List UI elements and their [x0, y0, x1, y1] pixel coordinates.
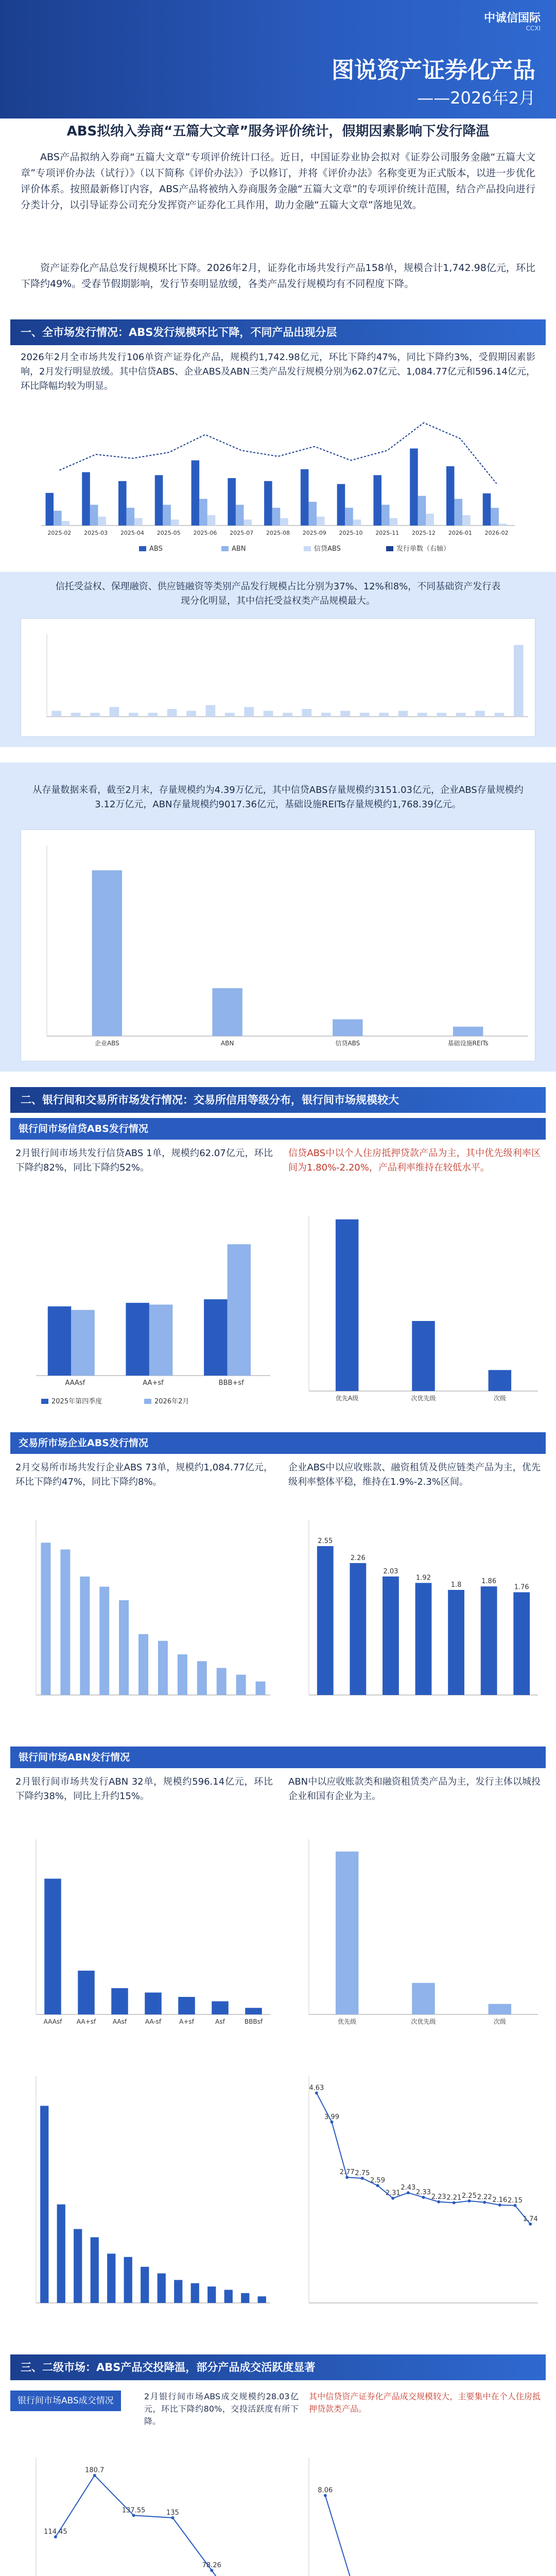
bar [141, 2267, 149, 2303]
outstanding-card [21, 829, 535, 1061]
tick-label: BBBsf [244, 2018, 263, 2025]
bar [264, 711, 273, 717]
bar [415, 1583, 432, 1695]
data-label: 2.03 [383, 1567, 398, 1575]
chart-interbank-trade-type [283, 2442, 546, 2576]
bar [228, 478, 236, 526]
bar [119, 1600, 129, 1695]
bar [481, 1586, 497, 1695]
bar [244, 520, 252, 526]
bar [412, 1321, 435, 1391]
chart-interbank-trade [10, 2442, 278, 2576]
bar [224, 2290, 233, 2303]
data-label: 135 [166, 2509, 179, 2517]
abn-text-2: ABN中以应收账款类和融资租赁类产品为主，发行主体以城投企业和国有企业为主。 [288, 1776, 541, 1802]
bar [217, 1668, 227, 1695]
data-label: 2.43 [401, 2184, 416, 2192]
bar [155, 475, 163, 526]
legend-swatch [139, 546, 146, 551]
tick-label: 次级 [493, 1395, 506, 1402]
credit-abs-text-2: 信贷ABS中以个人住房抵押贷款产品为主，其中优先级利率区间为1.80%-2.20%，产品利率维持在较低水平。 [288, 1148, 541, 1173]
bar [337, 484, 345, 526]
bar [446, 466, 455, 526]
section-3-sub-1: 银行间市场ABS成交情况 [10, 2391, 121, 2411]
bar [82, 472, 90, 526]
series-line [317, 2093, 530, 2224]
bar [418, 713, 427, 717]
tick-label: 2025-08 [266, 530, 290, 536]
bar [199, 499, 207, 526]
tick-label: AA+sf [143, 1379, 164, 1387]
data-label: 2.16 [492, 2196, 508, 2204]
bar [336, 1219, 358, 1391]
data-label: 1.86 [481, 1578, 497, 1586]
bar [197, 1661, 207, 1695]
data-label: 2.77 [339, 2168, 355, 2177]
tick-label: 优先级 [338, 2018, 357, 2025]
tick-label: 2026-02 [484, 530, 509, 536]
series-line [325, 2496, 522, 2576]
bar [373, 475, 381, 526]
brand-logo-sub: CCXI [526, 25, 541, 32]
bar [167, 709, 177, 717]
bar [225, 713, 235, 717]
bar [149, 1304, 173, 1376]
data-label: 2.25 [462, 2192, 477, 2200]
report-date: ——2026年2月 [417, 88, 535, 108]
section-2-bar: 二、银行间和交易所市场发行情况：交易所信用等级分布，银行间市场规模较大 [10, 1087, 546, 1113]
bar [381, 505, 390, 526]
legend-entry: 发行单数（右轴） [396, 545, 450, 553]
brand-logo: 中诚信国际 [483, 12, 541, 25]
tick-label: 2025-02 [47, 530, 72, 536]
tick-label: 次优先级 [411, 1395, 436, 1402]
tick-label: 2025-07 [230, 530, 254, 536]
tick-label: BBB+sf [218, 1379, 244, 1387]
data-label: 2.23 [431, 2193, 446, 2201]
bar [80, 1577, 90, 1695]
data-label: 2.55 [318, 1537, 333, 1545]
bar [390, 518, 398, 526]
bar [244, 707, 254, 717]
tick-label: 优先A级 [336, 1395, 359, 1402]
bar [48, 1307, 72, 1376]
bar [158, 1641, 168, 1695]
bar [40, 2106, 48, 2303]
data-label: 2.33 [416, 2188, 431, 2196]
legend-swatch [41, 1399, 48, 1404]
data-label: 114.45 [44, 2528, 67, 2536]
legend-entry: 信贷ABS [314, 545, 341, 553]
bar [91, 2237, 99, 2303]
chart-abn-rate [283, 2061, 546, 2329]
outstanding-note: 从存量数据来看，截至2月末，存量规模约为4.39万亿元，其中信贷ABS存量规模约3151.03亿元，企业ABS存量规模约3.12万亿元，ABN存量规模约9017.36亿元，基础设施REITs存量规模约1,768.39亿元。 [32, 785, 524, 810]
chart-outstanding [21, 830, 536, 1062]
enterprise-abs-text-2: 企业ABS中以应收账款、融资租赁及供应链类产品为主，优先级利率整体平稳，维持在1.9%-2.3%区间。 [288, 1462, 541, 1487]
chart-credit-abs-rate [10, 1200, 278, 1417]
legend-entry: 2026年2月 [154, 1398, 189, 1405]
credit-abs-text: 2月银行间市场共发行信贷ABS 1单，规模约62.07亿元，环比下降约82%，同比下降约52%。 [15, 1148, 273, 1173]
legend-swatch [304, 546, 311, 551]
tick-label: AAAsf [43, 2018, 62, 2025]
bar [410, 449, 418, 526]
bar [134, 518, 143, 526]
bar [491, 508, 499, 526]
bar [350, 1563, 366, 1695]
bar [418, 496, 426, 526]
headline: ABS拟纳入券商“五篇大文章”服务评价统计，假期因素影响下发行降温 [66, 124, 490, 139]
bar [129, 713, 138, 717]
tick-label: 2025-10 [339, 530, 363, 536]
bar [426, 514, 434, 526]
bar [437, 713, 446, 717]
chart-abn-type [10, 2061, 278, 2329]
tick-label: A+sf [179, 2018, 194, 2025]
bar [57, 2205, 65, 2303]
bar [207, 2286, 216, 2303]
bar [455, 499, 463, 526]
section-1-lead: 2026年2月全市场共发行106单资产证券化产品，规模约1,742.98亿元，环比下降约47%，同比下降约3%，受假期因素影响，2月发行明显放缓。其中信贷ABS、企业ABS及ABN三类产品发行规模分别为62.07亿元、1,084.77亿元和596.14亿元，环比降幅均较为明显。 [21, 352, 535, 392]
legend-swatch [386, 546, 393, 551]
bar [51, 711, 61, 717]
bar [256, 1682, 266, 1695]
bar [126, 1303, 149, 1376]
tick-label: 2025-05 [157, 530, 181, 536]
bar [71, 713, 81, 717]
bar [283, 713, 292, 717]
bar [178, 1654, 187, 1695]
bar [110, 707, 119, 717]
bar [158, 2274, 166, 2303]
bar [412, 1983, 435, 2014]
series-line [59, 423, 496, 484]
bar [317, 517, 325, 526]
report-header [0, 0, 556, 118]
bar [127, 508, 135, 526]
bar [236, 505, 244, 526]
chart-monthly-issuance [10, 397, 546, 562]
bar [336, 1852, 358, 2014]
chart-credit-abs-spread [283, 1200, 546, 1417]
bar [207, 515, 216, 526]
bar [333, 1020, 362, 1036]
data-label: 2.26 [350, 1554, 366, 1562]
bar [462, 515, 471, 526]
bar [98, 517, 106, 526]
data-label: 2.59 [370, 2177, 385, 2185]
bar [174, 2280, 182, 2303]
bar [483, 494, 491, 526]
bar [258, 2296, 266, 2303]
tick-label: 2025-03 [84, 530, 108, 536]
series-line [56, 2476, 251, 2576]
bar [453, 1027, 483, 1036]
bar [340, 711, 350, 717]
bar [45, 493, 54, 526]
tick-label: 2025-09 [302, 530, 326, 536]
bar [192, 461, 200, 526]
chart-enterprise-abs-rate [283, 1504, 546, 1721]
data-label: 1.92 [416, 1574, 431, 1582]
tick-label: 2026-01 [448, 530, 472, 536]
data-label: 8.06 [318, 2486, 333, 2495]
bar [301, 469, 309, 526]
bar [78, 1971, 95, 2014]
chart-enterprise-abs-type [10, 1504, 278, 1721]
bar [499, 523, 507, 526]
data-label: 4.63 [309, 2084, 324, 2092]
data-label: 180.7 [85, 2466, 105, 2475]
section-1-bar: 一、全市场发行情况：ABS发行规模环比下降，不同产品出现分层 [10, 319, 546, 345]
abn-text: 2月银行间市场共发行ABN 32单，规模约596.14亿元，环比下降约38%，同比上升约15%。 [15, 1776, 273, 1802]
intro-paragraph-2: 资产证券化产品总发行规模环比下降。2026年2月，证券化市场共发行产品158单，规模合计1,742.98亿元，环比下降约49%。受春节假期影响，发行节奏明显放缓，各类产品发行规模均有不同程度下降。 [21, 262, 535, 290]
bar [228, 1244, 251, 1376]
bar [448, 1590, 464, 1695]
tick-label: 企业ABS [94, 1040, 119, 1047]
data-label: 2.31 [385, 2189, 401, 2197]
bar [54, 511, 62, 526]
data-label: 1.8 [450, 1581, 462, 1589]
bar [41, 1543, 50, 1695]
tick-label: Asf [215, 2018, 225, 2025]
bar [212, 2002, 229, 2015]
data-label: 2.75 [355, 2170, 370, 2177]
data-label: 2.15 [508, 2196, 523, 2205]
data-label: 2.21 [446, 2194, 462, 2202]
bar [124, 2257, 132, 2303]
bar [148, 713, 158, 717]
bar [398, 711, 408, 717]
tick-label: AA-sf [145, 2018, 162, 2025]
section-3-bar: 三、二级市场：ABS产品交投降温，部分产品成交活跃度显著 [10, 2354, 546, 2380]
tick-label: AA+sf [76, 2018, 96, 2025]
section-2-sub-1: 银行间市场信贷ABS发行情况 [10, 1118, 546, 1140]
intro-paragraph-1: ABS产品拟纳入券商“五篇大文章”专项评价统计口径。近日，中国证券业协会拟对《证券公司服务金融“五篇大文章”专项评价办法（试行）》（以下简称《评价办法》）予以修订，并将《评价办法》名称变更为正式版本，以进一步优化评价体系。按照最新修订内容，ABS产品将被纳入券商服务金融“五篇大文章”的专项评价统计范围，结合产品投向进行分类计分，以引导证券公司充分发挥资产证券化工具作用，助力金融“五篇大文章”落地见效。 [21, 151, 535, 211]
bar [456, 713, 466, 717]
bar [163, 505, 171, 526]
bar [206, 705, 216, 717]
report-title: 图说资产证券化产品 [332, 57, 535, 83]
data-label: 1.74 [523, 2215, 538, 2223]
section-2-sub-2: 交易所市场企业ABS发行情况 [10, 1432, 546, 1454]
bar [495, 713, 505, 717]
bar [99, 1587, 109, 1695]
bar [62, 521, 70, 526]
bar [475, 711, 485, 717]
bar [345, 508, 353, 526]
bar [118, 481, 127, 526]
tick-label: AAsf [112, 2018, 127, 2025]
bar [317, 1546, 334, 1695]
bar [171, 520, 179, 526]
chart-asset-type-share [21, 619, 536, 737]
bar [186, 711, 196, 717]
tick-label: ABN [220, 1040, 234, 1047]
data-label: 137.55 [121, 2506, 146, 2515]
tick-label: AAAsf [65, 1379, 85, 1387]
bar [191, 2283, 199, 2303]
bar [44, 1879, 61, 2015]
tick-label: 2025-06 [193, 530, 217, 536]
bar [241, 2293, 249, 2303]
bar [302, 709, 312, 717]
bar [489, 2004, 512, 2014]
enterprise-abs-text: 2月交易所市场共发行企业ABS 73单，规模约1,084.77亿元，环比下降约47%，同比下降约8%。 [15, 1462, 273, 1487]
bar [90, 713, 100, 717]
bar [178, 1997, 195, 2014]
bar [71, 1310, 95, 1376]
bar [360, 713, 370, 717]
legend-swatch [144, 1399, 151, 1404]
tick-label: 次优先级 [411, 2018, 436, 2025]
legend-entry: ABN [232, 545, 246, 553]
bar [138, 1634, 148, 1695]
data-label: 3.99 [324, 2113, 339, 2121]
bar [74, 2229, 82, 2303]
bar [383, 1577, 399, 1695]
data-label: 2.22 [477, 2193, 492, 2201]
bar [489, 1370, 512, 1391]
bar [308, 502, 317, 526]
bar [321, 713, 331, 717]
section-2-sub-3: 银行间市场ABN发行情况 [10, 1747, 546, 1768]
bar [212, 988, 242, 1036]
legend-entry: ABS [149, 545, 163, 553]
tick-label: 基础设施REITs [447, 1040, 489, 1047]
bar [60, 1549, 70, 1695]
chart-abn-rating [10, 1824, 278, 2040]
bar [145, 1993, 162, 2015]
bar [513, 1592, 530, 1695]
legend-swatch [221, 546, 229, 551]
bar [280, 518, 288, 526]
tick-label: 2025-04 [120, 530, 144, 536]
bar [90, 505, 98, 526]
asset-type-note: 信托受益权、保理融资、供应链融资等类别产品发行规模占比分别为37%、12%和8%，不同基础资产发行表现分化明显，其中信托受益权类产品规模最大。 [55, 581, 501, 606]
bar [264, 481, 272, 526]
interbank-trade-text: 2月银行间市场ABS成交规模约28.03亿元，环比下降约80%，交投活跃度有所下降。 [144, 2392, 299, 2426]
interbank-trade-text-2: 其中信贷资产证券化产品成交规模较大，主要集中在个人住房抵押贷款类产品。 [309, 2392, 541, 2414]
bar [353, 520, 361, 526]
tick-label: 次级 [493, 2018, 506, 2025]
legend-entry: 2025年第四季度 [51, 1398, 102, 1405]
bar [107, 2253, 115, 2303]
bar [111, 1988, 128, 2014]
bar [272, 508, 281, 526]
bar [379, 713, 389, 717]
bar [245, 2008, 262, 2014]
bar [204, 1299, 228, 1376]
tick-label: 2025-11 [375, 530, 399, 536]
chart-abn-spread [283, 1824, 546, 2040]
tick-label: 信贷ABS [335, 1040, 360, 1047]
data-label: 1.76 [514, 1583, 529, 1591]
bar [236, 1675, 246, 1695]
bar [514, 645, 524, 717]
asset-type-card [21, 618, 535, 737]
tick-label: 2025-12 [412, 530, 436, 536]
bar [92, 870, 122, 1036]
data-label: 78.26 [202, 2562, 221, 2570]
